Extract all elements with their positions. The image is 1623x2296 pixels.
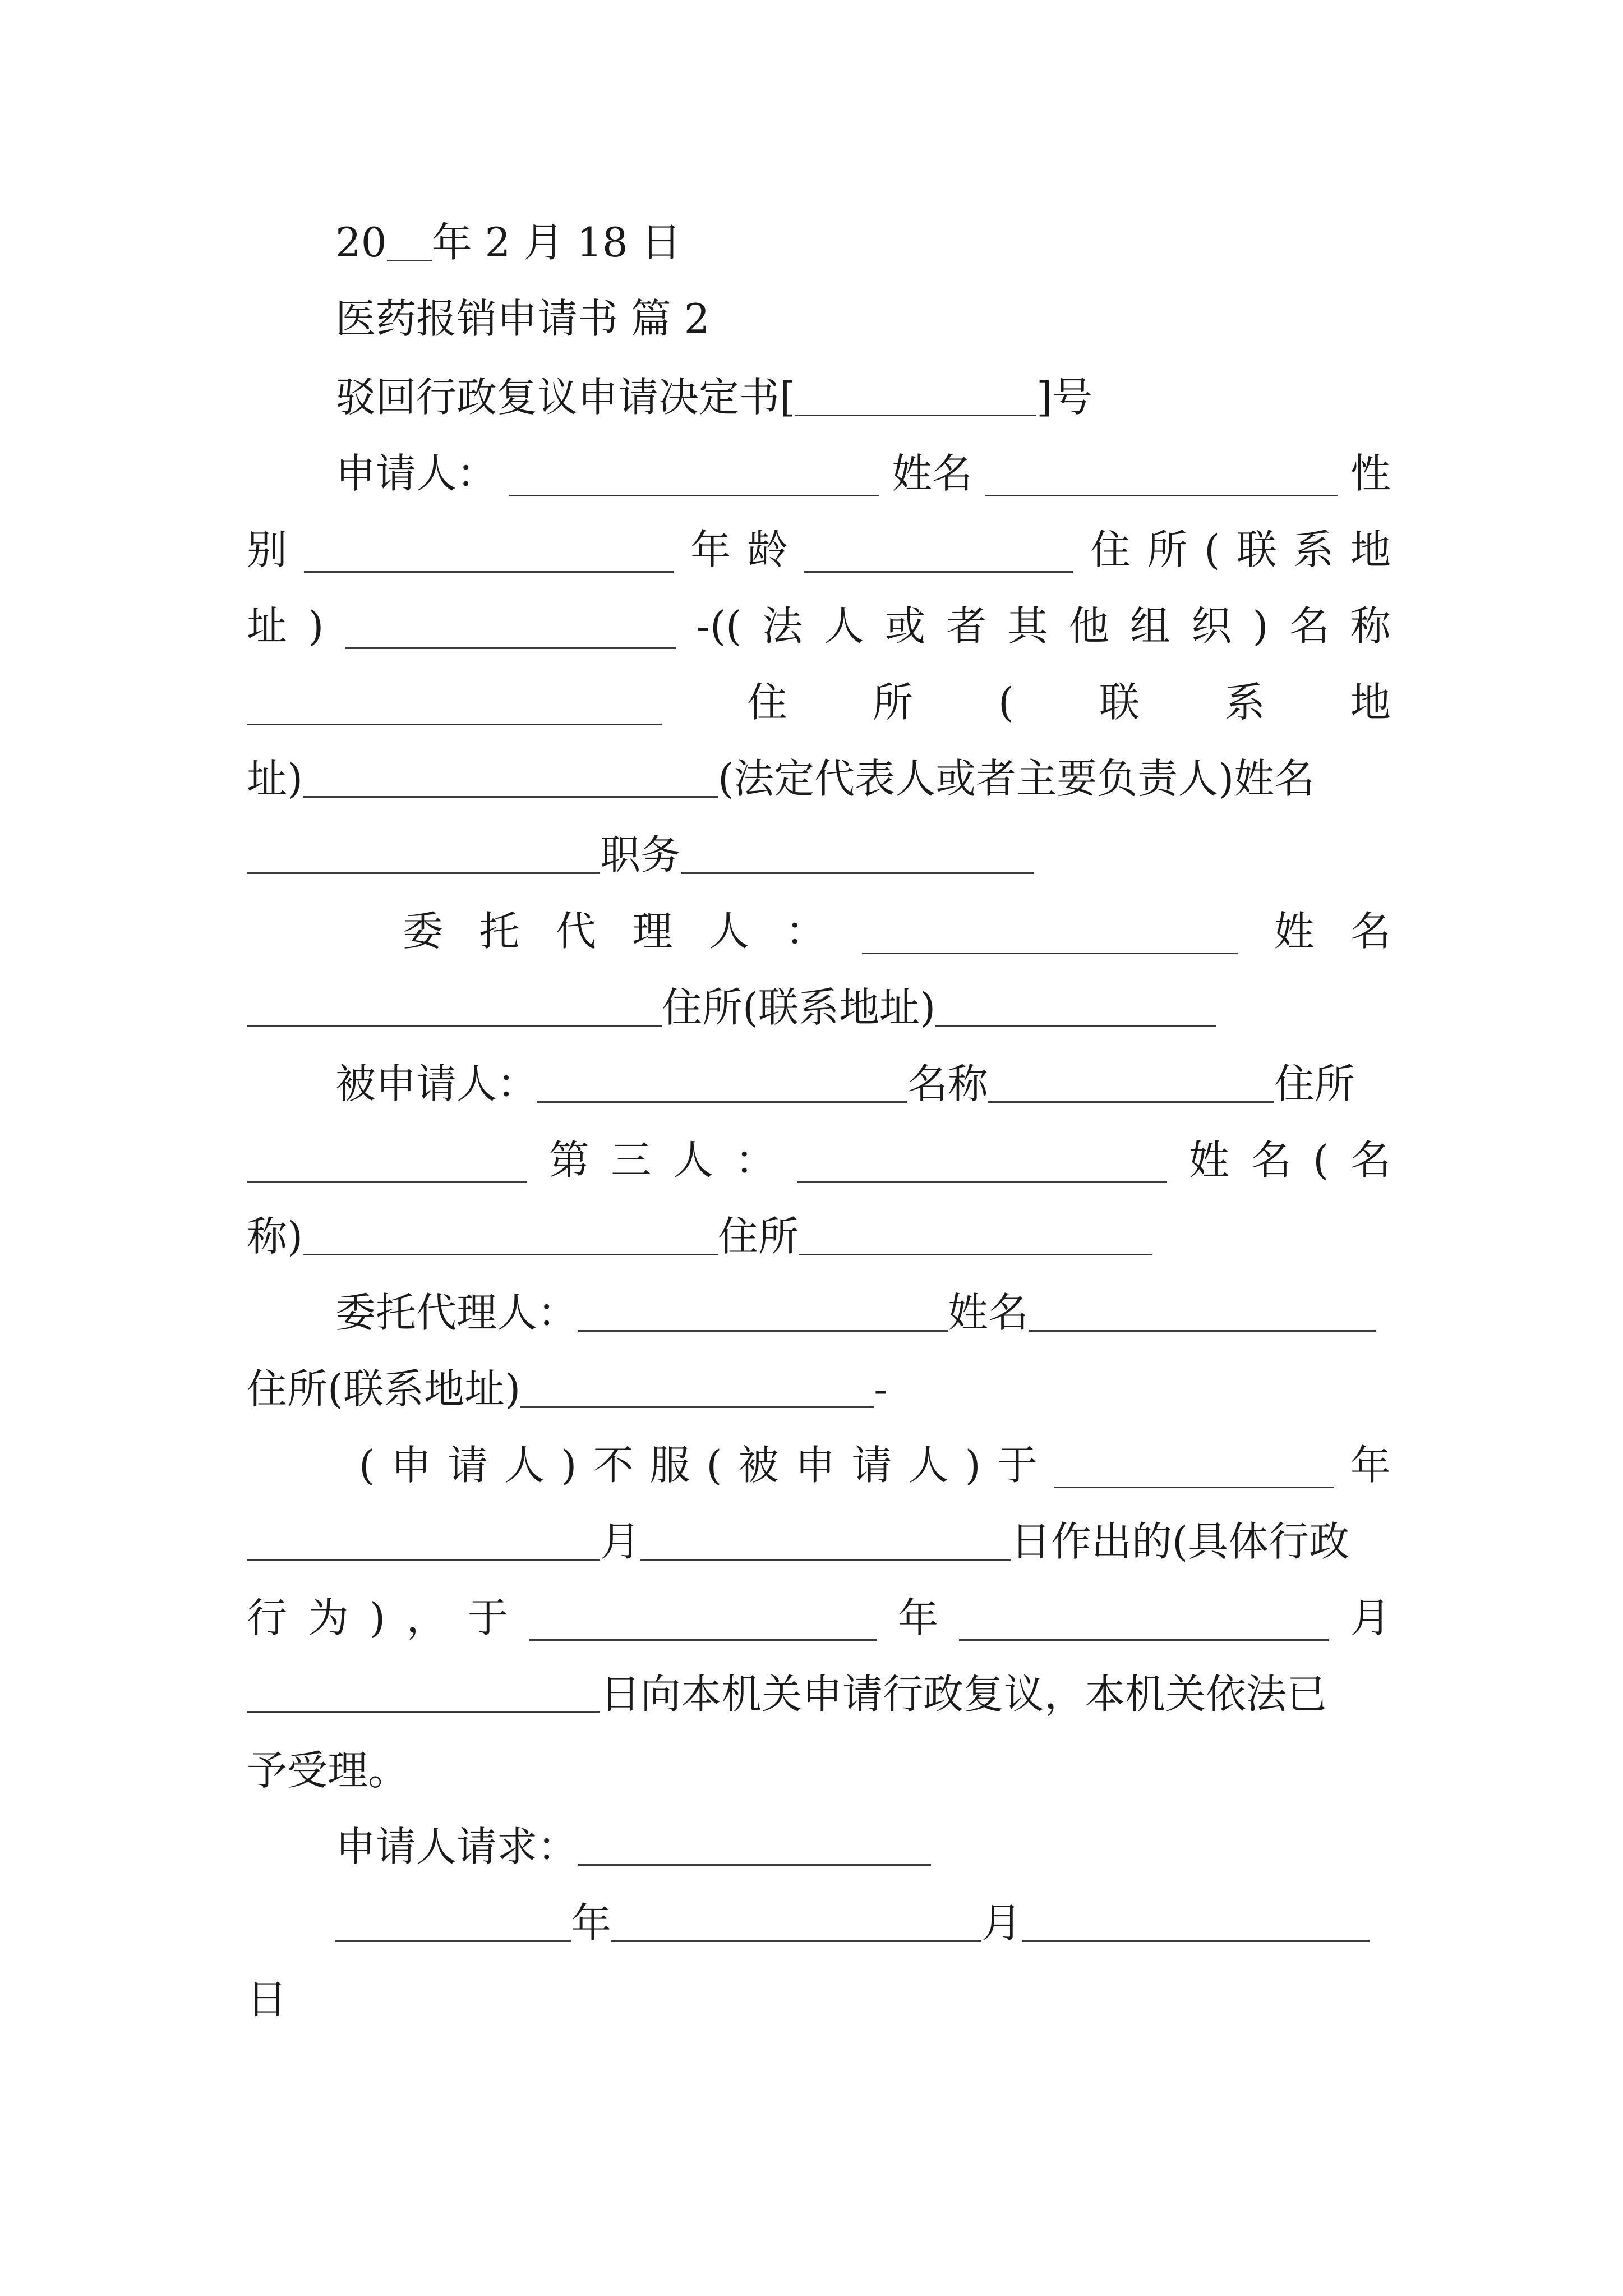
dispute-line: [359, 1438, 1391, 1492]
decision-title-line: [335, 370, 1391, 424]
text-fragment: 不: [593, 1442, 634, 1489]
text-fragment: 名: [1350, 908, 1391, 955]
age-blank: [804, 523, 1073, 573]
text-fragment: 月: [981, 1899, 1022, 1947]
name-label: 姓名: [891, 450, 972, 497]
text-fragment: 住: [1090, 526, 1131, 573]
text-fragment: 者: [946, 602, 987, 650]
text-fragment: 名: [1289, 602, 1330, 650]
year-blank: [387, 215, 432, 261]
decision-year-blank: [1054, 1438, 1334, 1488]
position-label: 职务: [600, 831, 681, 878]
text-fragment: (: [359, 1442, 375, 1489]
decision-year-blank-2: [247, 1515, 600, 1561]
date-century: 20: [335, 219, 387, 266]
text-fragment: 委: [403, 908, 444, 955]
text-fragment: 组: [1129, 602, 1170, 650]
agent-2-address-line: [247, 1362, 1391, 1416]
closing-year-blank: [335, 1896, 571, 1942]
text-fragment: (: [998, 679, 1015, 726]
respondent-line: [335, 1057, 1391, 1111]
text-fragment: 人: [672, 1137, 713, 1184]
text-fragment: ，: [406, 1594, 447, 1641]
text-fragment: 或: [884, 602, 925, 650]
agent-line: [403, 904, 1391, 958]
application-month-blank: [959, 1591, 1329, 1641]
text-fragment: 请: [448, 1442, 488, 1489]
accepted-line: [247, 1743, 1391, 1797]
gender-blank: [304, 523, 674, 573]
application-day-blank: [247, 1667, 600, 1713]
text-fragment: 托: [479, 908, 520, 955]
date-rest: 年 2 月 18 日: [431, 219, 681, 266]
text-fragment: 其: [1007, 602, 1048, 650]
text-fragment: ): [561, 1442, 577, 1489]
third-party-address-blank: [799, 1209, 1152, 1255]
respondent-label: 被申请人：: [335, 1060, 538, 1107]
text-fragment: 于: [997, 1442, 1038, 1489]
text-fragment: 址: [247, 602, 288, 650]
text-fragment: 人: [823, 602, 864, 650]
address-label: 住所(联系地址): [247, 1365, 521, 1412]
third-party-blank: [797, 1133, 1167, 1183]
text-fragment: 姓: [1274, 908, 1315, 955]
text-fragment: 申: [795, 1442, 836, 1489]
text-fragment: 称): [247, 1213, 303, 1260]
position-line: [247, 828, 1391, 882]
text-fragment: 联: [1236, 526, 1277, 573]
third-party-name-blank: [303, 1209, 718, 1255]
text-fragment: 系: [1224, 679, 1265, 726]
text-fragment: 所: [1147, 526, 1188, 573]
text-fragment: 日作出的(具体行政: [1011, 1518, 1350, 1565]
text-fragment: 性: [1350, 450, 1391, 497]
text-fragment: 名: [1350, 1137, 1391, 1184]
org-address-line: [247, 675, 1391, 729]
text-fragment: 织: [1191, 602, 1232, 650]
text-fragment: (: [706, 1442, 722, 1489]
text-fragment: -((: [696, 602, 742, 650]
agent-blank: [862, 904, 1238, 954]
text-fragment: 姓: [1188, 1137, 1229, 1184]
applicant-label: 申请人：: [335, 450, 497, 497]
respondent-address-blank: [247, 1133, 527, 1183]
request-blank: [578, 1820, 931, 1866]
third-party-address-line: [247, 1209, 1391, 1263]
agent-address-blank: [935, 981, 1216, 1027]
text-fragment: 址): [247, 755, 303, 802]
representative-name-blank: [247, 828, 600, 874]
text-fragment: ): [308, 602, 324, 650]
text-fragment: 地: [1350, 526, 1391, 573]
closing-day-blank: [1022, 1896, 1370, 1942]
name-blank: [985, 447, 1338, 496]
text-fragment: 年: [897, 1594, 938, 1641]
agent-2-line: [335, 1286, 1391, 1340]
text-fragment: 月: [600, 1518, 641, 1565]
request-line: [335, 1820, 1391, 1874]
org-name-blank: [247, 675, 662, 725]
applicant-blank: [509, 447, 879, 496]
agent-2-address-blank: [520, 1362, 874, 1408]
text-fragment: ): [1252, 602, 1269, 650]
text-fragment: -: [874, 1365, 888, 1412]
application-date-line: [247, 1591, 1391, 1645]
closing-date-line: [335, 1896, 1391, 1950]
text-fragment: 年: [1350, 1442, 1391, 1489]
text-fragment: 日: [247, 1976, 288, 2023]
text-fragment: 别: [247, 526, 288, 573]
text-fragment: 所: [872, 679, 913, 726]
decision-month-blank: [640, 1515, 1011, 1561]
text-fragment: 年: [571, 1899, 612, 1947]
text-fragment: 法: [762, 602, 803, 650]
representative-line: [247, 752, 1391, 806]
address-org-line: [247, 599, 1391, 653]
address-label: 住所(联系地址): [662, 984, 936, 1031]
address-label: 住所: [718, 1213, 799, 1260]
gender-age-line: [247, 523, 1391, 577]
closing-day-line: [247, 1972, 1391, 2026]
application-year-blank: [529, 1591, 877, 1641]
text-fragment: 他: [1068, 602, 1109, 650]
name-label: 姓名: [948, 1289, 1029, 1336]
text-fragment: ): [369, 1594, 386, 1641]
position-blank: [681, 828, 1034, 874]
agent-address-line: [247, 981, 1391, 1034]
address-blank: [345, 599, 676, 649]
text-fragment: 龄: [747, 526, 788, 573]
text-fragment: 地: [1350, 679, 1391, 726]
text-fragment: 理: [632, 908, 673, 955]
text-fragment: 第: [548, 1137, 589, 1184]
text-fragment: 人: [908, 1442, 949, 1489]
agent-2-blank: [578, 1286, 948, 1332]
document-number-blank: [795, 370, 1036, 416]
agent-label: 委托代理人：: [335, 1289, 578, 1336]
text-fragment: 联: [1099, 679, 1140, 726]
text-fragment: 代: [556, 908, 597, 955]
text-fragment: ：: [785, 908, 826, 955]
text-fragment: 被: [738, 1442, 779, 1489]
text-fragment: 请: [851, 1442, 892, 1489]
text-fragment: 人: [504, 1442, 545, 1489]
date-line: [335, 215, 1391, 269]
applicant-line: [335, 447, 1391, 500]
text-fragment: 于: [468, 1594, 509, 1641]
respondent-name-blank: [988, 1057, 1274, 1103]
text-fragment: 日向本机关申请行政复议，本机关依法已: [600, 1671, 1327, 1718]
text-fragment: 为: [308, 1594, 349, 1641]
respondent-blank: [537, 1057, 907, 1103]
decision-title: 驳回行政复议申请决定书[: [335, 374, 796, 421]
text-fragment: 名: [1251, 1137, 1292, 1184]
text-fragment: (: [1204, 526, 1220, 573]
text-fragment: (法定代表人或者主要负责人)姓名: [718, 755, 1315, 802]
text-fragment: 人: [709, 908, 750, 955]
text-fragment: 系: [1293, 526, 1334, 573]
text-fragment: ): [965, 1442, 981, 1489]
text-fragment: 三: [611, 1137, 652, 1184]
request-label: 申请人请求：: [335, 1823, 578, 1870]
text-fragment: ：: [735, 1137, 776, 1184]
text-fragment: 申: [391, 1442, 432, 1489]
decision-date-line: [247, 1515, 1391, 1568]
section-title: 医药报销申请书 篇 2: [335, 295, 710, 342]
third-party-line: [247, 1133, 1391, 1187]
text-fragment: 行: [247, 1594, 288, 1641]
section-heading: [335, 292, 1391, 346]
name-label: 名称: [907, 1060, 989, 1107]
text-fragment: 予受理。: [247, 1747, 409, 1794]
closing-month-blank: [611, 1896, 981, 1942]
text-fragment: 月: [1350, 1594, 1391, 1641]
text-fragment: 住: [746, 679, 787, 726]
address-label: 住所: [1274, 1060, 1355, 1107]
agent-name-blank: [247, 981, 662, 1027]
text-fragment: 称: [1350, 602, 1391, 650]
decision-title-suffix: ]号: [1036, 374, 1093, 421]
text-fragment: 年: [690, 526, 731, 573]
text-fragment: (: [1313, 1137, 1329, 1184]
agent-2-name-blank: [1029, 1286, 1376, 1332]
acceptance-line: [247, 1667, 1391, 1721]
org-address-blank: [303, 752, 718, 798]
text-fragment: 服: [649, 1442, 690, 1489]
